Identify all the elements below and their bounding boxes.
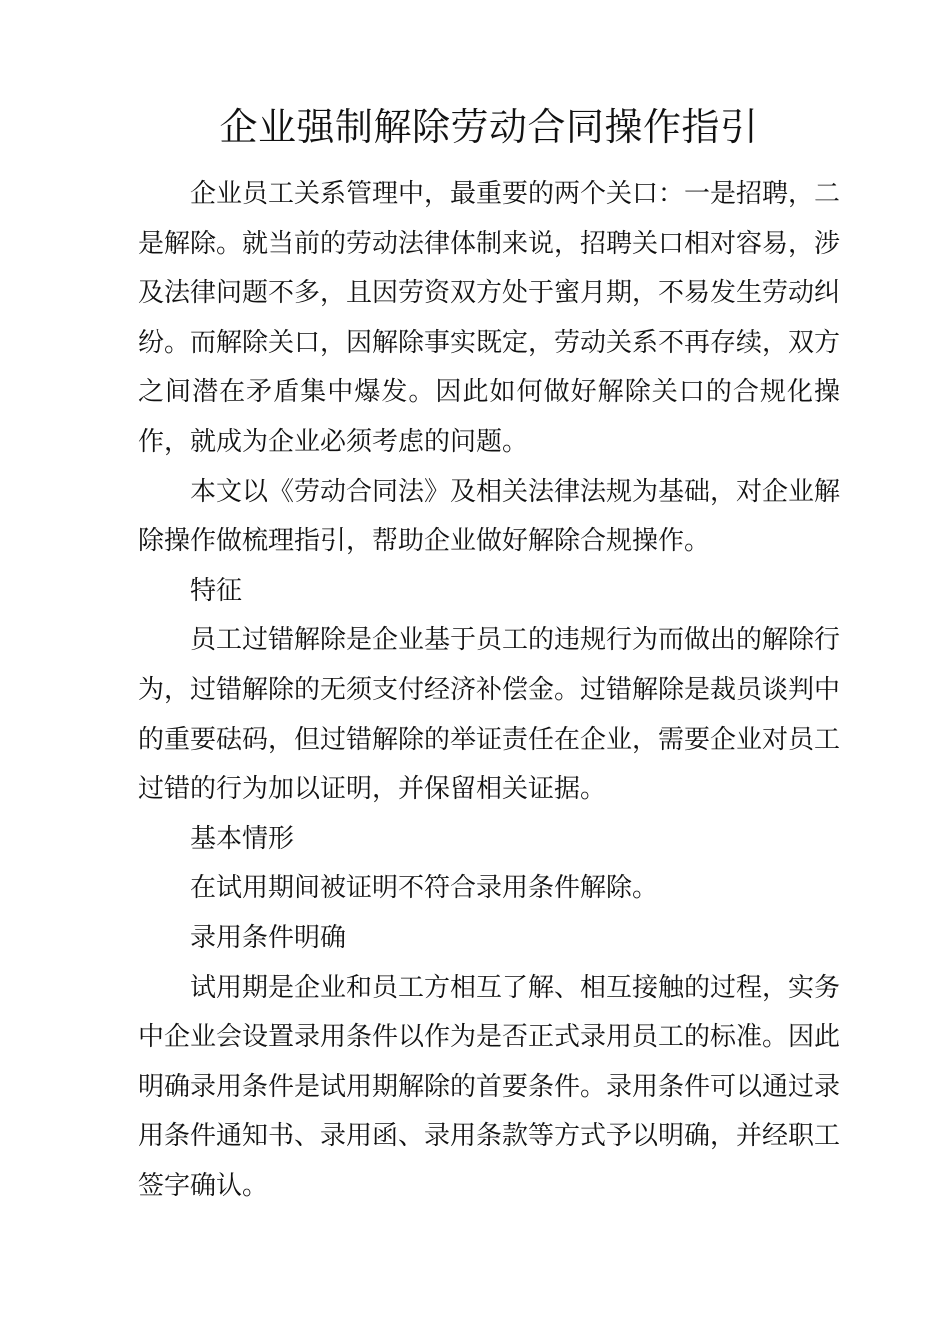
paragraph-purpose: 本文以《劳动合同法》及相关法律法规为基础，对企业解除操作做梳理指引，帮助企业做好解除合规操作。 xyxy=(138,476,841,557)
document-title: 企业强制解除劳动合同操作指引 xyxy=(219,105,759,149)
paragraph-hiring-conditions: 试用期是企业和员工方相互了解、相互接触的过程，实务中企业会设置录用条件以作为是否正式录用员工的标准。因此明确录用条件是试用期解除的首要条件。录用条件可以通过录用条件通知书、录用函、录用条款等方式予以明确，并经职工签字确认。 xyxy=(138,972,841,1201)
section-heading-features: 特征 xyxy=(190,575,243,606)
paragraph-intro: 企业员工关系管理中，最重要的两个关口：一是招聘，二是解除。就当前的劳动法律体制来说，招聘关口相对容易，涉及法律问题不多，且因劳资双方处于蜜月期，不易发生劳动纠纷。而解除关口，因解除事实既定，劳动关系不再存续，双方之间潜在矛盾集中爆发。因此如何做好解除关口的合规化操作，就成为企业必须考虑的问题。 xyxy=(138,179,841,457)
paragraph-features: 员工过错解除是企业基于员工的违规行为而做出的解除行为，过错解除的无须支付经济补偿金。过错解除是裁员谈判中的重要砝码，但过错解除的举证责任在企业，需要企业对员工过错的行为加以证明，并保留相关证据。 xyxy=(138,625,841,805)
section-heading-hiring-conditions: 录用条件明确 xyxy=(190,922,347,953)
paragraph-basic-case: 在试用期间被证明不符合录用条件解除。 xyxy=(190,873,659,904)
section-heading-basic-cases: 基本情形 xyxy=(190,823,295,854)
